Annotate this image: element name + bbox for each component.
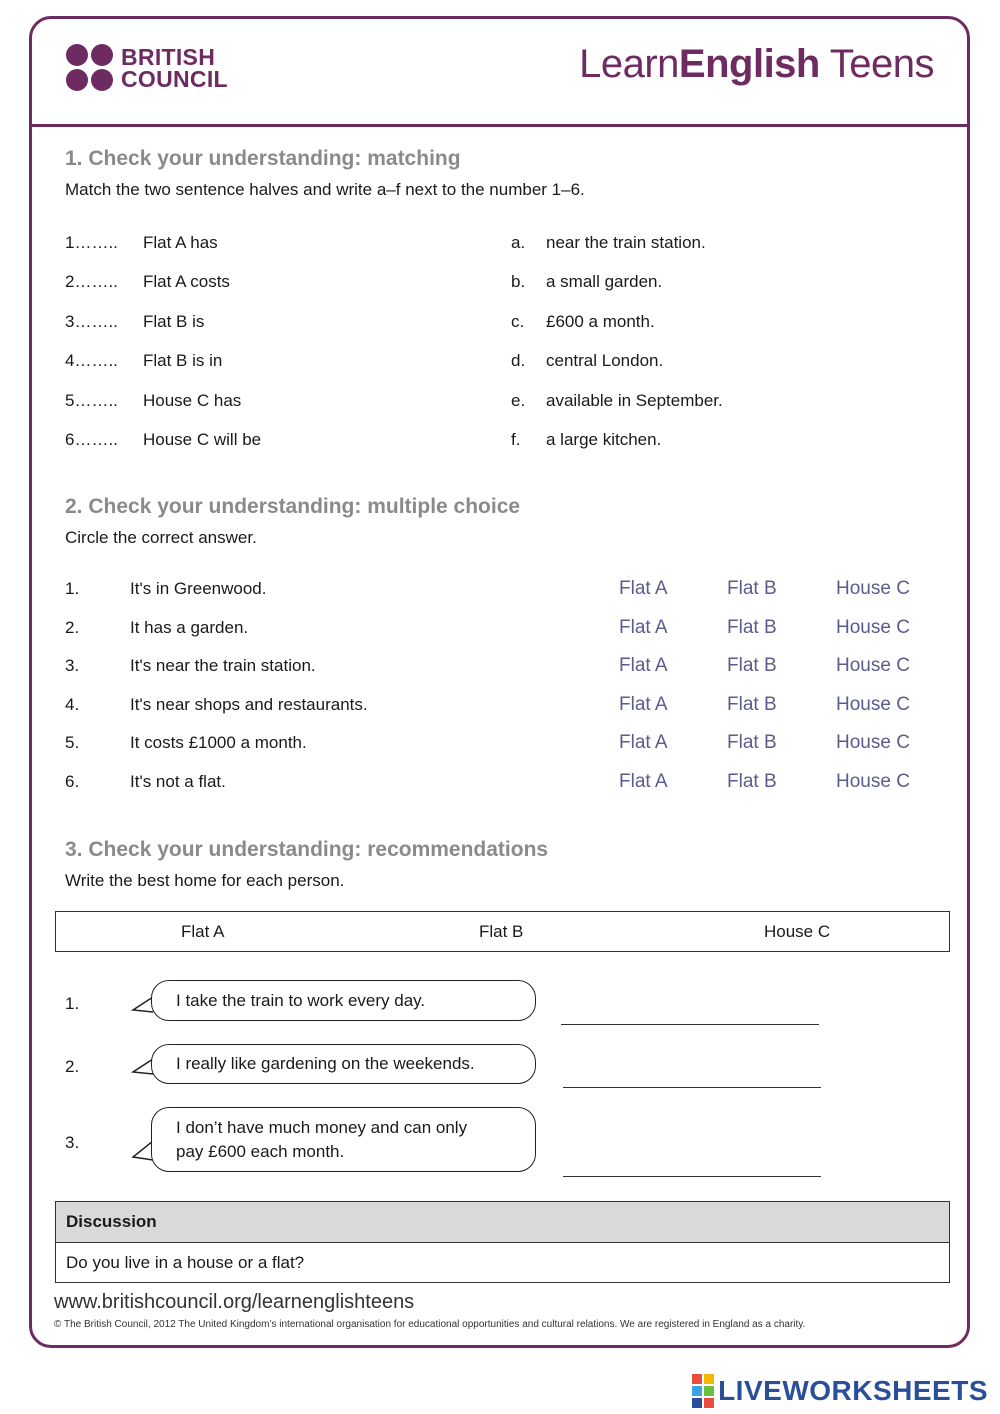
option-flat-b[interactable]: Flat B xyxy=(727,578,777,599)
option-house-c[interactable]: House C xyxy=(836,578,910,599)
multiple-choice-row xyxy=(65,656,935,680)
matching-row xyxy=(65,233,935,255)
question-number: 6. xyxy=(65,772,80,791)
section3-title: 3. Check your understanding: recommendations xyxy=(65,838,549,861)
question-number: 5. xyxy=(65,733,80,752)
section3-instruction: Write the best home for each person. xyxy=(65,871,345,890)
speech-text: I really like gardening on the weekends. xyxy=(176,1054,475,1073)
word-box-item: House C xyxy=(764,922,831,941)
matching-row xyxy=(65,351,935,373)
option-letter: b. xyxy=(511,272,526,291)
british-council-dots-icon xyxy=(66,44,113,91)
speech-text-line-2: pay £600 each month. xyxy=(176,1142,345,1161)
header-divider xyxy=(29,124,970,127)
section2-instruction: Circle the correct answer. xyxy=(65,528,257,547)
option-flat-a[interactable]: Flat A xyxy=(619,617,668,638)
option-house-c[interactable]: House C xyxy=(836,655,910,676)
sentence-end: a large kitchen. xyxy=(546,430,662,449)
learnenglish-teens-logo xyxy=(579,42,934,87)
blank-number[interactable]: 5…….. xyxy=(65,391,118,410)
multiple-choice-row xyxy=(65,579,935,603)
option-flat-b[interactable]: Flat B xyxy=(727,732,777,753)
speech-text: I take the train to work every day. xyxy=(176,991,426,1010)
option-flat-a[interactable]: Flat A xyxy=(619,771,668,792)
speech-bubble xyxy=(151,1044,536,1084)
sentence-start: Flat A has xyxy=(143,233,218,252)
option-house-c[interactable]: House C xyxy=(836,732,910,753)
word-box xyxy=(55,911,950,952)
section1-instruction: Match the two sentence halves and write a–f next to the number 1–6. xyxy=(65,180,585,199)
question-number: 1. xyxy=(65,579,80,598)
multiple-choice-row xyxy=(65,618,935,642)
brand-line-1: BRITISH xyxy=(121,43,216,70)
speech-bubble xyxy=(151,1107,536,1172)
multiple-choice-row xyxy=(65,733,935,757)
option-letter: e. xyxy=(511,391,526,410)
section1-title: 1. Check your understanding: matching xyxy=(65,147,461,170)
matching-row xyxy=(65,312,935,334)
discussion-question: Do you live in a house or a flat? xyxy=(66,1253,305,1272)
matching-row xyxy=(65,430,935,452)
multiple-choice-row xyxy=(65,695,935,719)
matching-row xyxy=(65,272,935,294)
liveworksheets-grid-icon xyxy=(692,1374,714,1408)
discussion-box xyxy=(55,1201,950,1283)
question-number: 3. xyxy=(65,656,80,675)
blank-number[interactable]: 4…….. xyxy=(65,351,118,370)
blank-number[interactable]: 1…….. xyxy=(65,233,118,252)
footer-url[interactable]: www.britishcouncil.org/learnenglishteens xyxy=(54,1291,415,1313)
speech-text-line-1: I don’t have much money and can only xyxy=(176,1118,468,1137)
sentence-end: a small garden. xyxy=(546,272,663,291)
word-box-item: Flat A xyxy=(181,922,225,941)
option-flat-b[interactable]: Flat B xyxy=(727,617,777,638)
liveworksheets-logo xyxy=(692,1374,988,1408)
sentence-end: available in September. xyxy=(546,391,723,410)
brand-line-2: COUNCIL xyxy=(121,65,228,92)
logo-suffix: Teens xyxy=(819,42,934,86)
option-flat-a[interactable]: Flat A xyxy=(619,578,668,599)
matching-row xyxy=(65,391,935,413)
question-number: 2. xyxy=(65,618,80,637)
option-letter: c. xyxy=(511,312,525,331)
option-house-c[interactable]: House C xyxy=(836,694,910,715)
sentence-start: Flat B is in xyxy=(143,351,223,370)
option-flat-b[interactable]: Flat B xyxy=(727,771,777,792)
question-text: It's in Greenwood. xyxy=(130,579,267,598)
sentence-start: Flat B is xyxy=(143,312,205,331)
word-box-item: Flat B xyxy=(479,922,524,941)
speech-bubble xyxy=(151,980,536,1021)
option-flat-a[interactable]: Flat A xyxy=(619,655,668,676)
multiple-choice-row xyxy=(65,772,935,796)
sentence-end: near the train station. xyxy=(546,233,706,252)
question-text: It has a garden. xyxy=(130,618,249,637)
option-letter: f. xyxy=(511,430,521,449)
question-text: It's near the train station. xyxy=(130,656,316,675)
answer-line[interactable] xyxy=(561,1024,819,1025)
blank-number[interactable]: 2…….. xyxy=(65,272,118,291)
blank-number[interactable]: 6…….. xyxy=(65,430,118,449)
recommendation-number: 2. xyxy=(65,1057,80,1076)
option-flat-b[interactable]: Flat B xyxy=(727,655,777,676)
british-council-logo xyxy=(66,44,228,91)
option-flat-a[interactable]: Flat A xyxy=(619,732,668,753)
question-number: 4. xyxy=(65,695,80,714)
option-flat-b[interactable]: Flat B xyxy=(727,694,777,715)
option-house-c[interactable]: House C xyxy=(836,617,910,638)
blank-number[interactable]: 3…….. xyxy=(65,312,118,331)
logo-prefix: Learn xyxy=(579,42,679,86)
option-house-c[interactable]: House C xyxy=(836,771,910,792)
option-letter: a. xyxy=(511,233,526,252)
answer-line[interactable] xyxy=(563,1087,821,1088)
logo-bold: English xyxy=(678,42,820,86)
recommendation-number: 1. xyxy=(65,994,80,1013)
question-text: It costs £1000 a month. xyxy=(130,733,307,752)
sentence-start: House C has xyxy=(143,391,242,410)
sentence-end: £600 a month. xyxy=(546,312,655,331)
discussion-heading: Discussion xyxy=(56,1202,949,1243)
sentence-start: House C will be xyxy=(143,430,262,449)
liveworksheets-text: LIVEWORKSHEETS xyxy=(718,1375,988,1406)
sentence-end: central London. xyxy=(546,351,664,370)
copyright-notice: © The British Council, 2012 The United Kingdom’s international organisation for educational opportunities and cultural relations. We are registered in England as a charity. xyxy=(54,1319,806,1330)
recommendation-number: 3. xyxy=(65,1133,80,1152)
question-text: It's near shops and restaurants. xyxy=(130,695,368,714)
option-letter: d. xyxy=(511,351,526,370)
question-text: It's not a flat. xyxy=(130,772,226,791)
option-flat-a[interactable]: Flat A xyxy=(619,694,668,715)
sentence-start: Flat A costs xyxy=(143,272,230,291)
section2-title: 2. Check your understanding: multiple choice xyxy=(65,495,521,518)
answer-line[interactable] xyxy=(563,1176,821,1177)
